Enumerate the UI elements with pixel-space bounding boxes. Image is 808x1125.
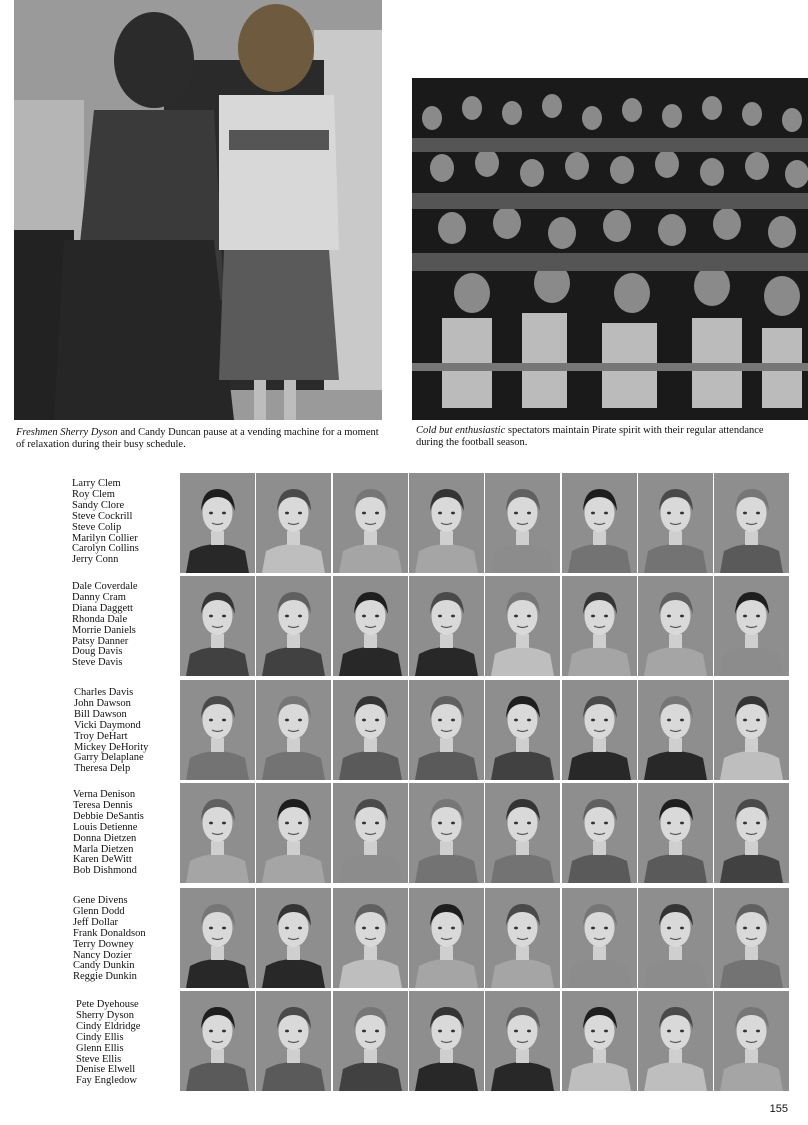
student-name: Fay Engledow xyxy=(76,1075,137,1087)
name-list-row-3 xyxy=(74,688,148,775)
student-name: Cindy Eldridge xyxy=(76,1020,141,1032)
student-name: Candy Dunkin xyxy=(73,960,135,972)
portrait-row xyxy=(180,680,786,780)
student-portrait xyxy=(638,680,713,780)
student-portrait xyxy=(333,888,408,988)
student-portrait xyxy=(562,680,637,780)
page-number: 155 xyxy=(769,1103,788,1115)
student-name: Diana Daggett xyxy=(72,602,133,614)
student-portrait xyxy=(409,888,484,988)
name-list-row-5 xyxy=(73,896,146,983)
student-name: Verna Denison xyxy=(73,789,136,800)
name-list-row-2 xyxy=(72,582,138,669)
student-portrait xyxy=(180,991,255,1091)
student-name: Terry Downey xyxy=(73,938,134,950)
student-portrait xyxy=(638,783,713,883)
football-crowd-photo xyxy=(412,78,808,420)
student-name: Glenn Dodd xyxy=(73,905,125,917)
portrait-row xyxy=(180,576,786,676)
vending-photo-caption xyxy=(16,427,384,451)
student-portrait xyxy=(638,576,713,676)
student-portrait xyxy=(714,783,789,883)
caption-body: spectators maintain Pirate spirit with their regular attendance during the football season. xyxy=(416,425,764,448)
student-name: Glenn Ellis xyxy=(76,1042,124,1054)
student-portrait xyxy=(180,888,255,988)
crowd-photo-caption xyxy=(416,425,788,449)
student-name: Steve Cockrill xyxy=(72,510,133,522)
student-portrait xyxy=(714,473,789,573)
student-name: Carolyn Collins xyxy=(72,543,139,555)
name-list-row-4 xyxy=(73,790,144,877)
caption-body: and Candy Duncan pause at a vending machine for a moment of relaxation during their busy schedule. xyxy=(16,427,379,450)
student-name: Marla Dietzen xyxy=(73,843,134,855)
vending-machine-photo xyxy=(14,0,382,420)
student-name: Roy Clem xyxy=(72,488,115,500)
student-portrait xyxy=(562,473,637,573)
student-portrait xyxy=(256,888,331,988)
student-name: John Dawson xyxy=(74,697,131,709)
student-name: Mickey DeHority xyxy=(74,741,149,753)
student-name: Larry Clem xyxy=(72,478,121,489)
student-portrait xyxy=(180,473,255,573)
student-name: Rhonda Dale xyxy=(72,613,128,625)
student-name: Morrie Daniels xyxy=(72,624,136,636)
student-portrait xyxy=(485,888,560,988)
student-portrait xyxy=(333,680,408,780)
student-portrait xyxy=(562,991,637,1091)
student-portrait xyxy=(714,888,789,988)
student-name: Sandy Clore xyxy=(72,499,125,511)
caption-lead-italic: Cold but enthusiastic xyxy=(416,425,506,436)
student-portrait xyxy=(333,783,408,883)
student-portrait xyxy=(333,576,408,676)
student-name: Jerry Conn xyxy=(72,554,119,566)
student-portrait xyxy=(638,888,713,988)
name-list-row-6 xyxy=(76,1000,140,1087)
student-portrait xyxy=(485,783,560,883)
student-name: Cindy Ellis xyxy=(76,1031,124,1043)
student-name: Doug Davis xyxy=(72,646,123,658)
portrait-row xyxy=(180,473,786,573)
student-name: Dale Coverdale xyxy=(72,581,138,592)
portrait-row xyxy=(180,783,786,883)
portrait-row xyxy=(180,888,786,988)
student-portrait xyxy=(562,576,637,676)
student-portrait xyxy=(256,473,331,573)
student-name: Denise Elwell xyxy=(76,1064,136,1076)
student-name: Patsy Danner xyxy=(72,635,129,647)
student-portrait xyxy=(256,783,331,883)
student-name: Vicki Daymond xyxy=(74,719,141,731)
student-portrait xyxy=(409,991,484,1091)
student-name: Donna Dietzen xyxy=(73,832,137,844)
student-name: Frank Donaldson xyxy=(73,927,146,939)
student-portrait xyxy=(256,576,331,676)
student-portrait xyxy=(562,783,637,883)
student-portrait xyxy=(180,783,255,883)
student-name: Jeff Dollar xyxy=(73,916,118,928)
student-portrait xyxy=(638,991,713,1091)
student-portrait xyxy=(256,991,331,1091)
student-name: Charles Davis xyxy=(74,687,134,698)
student-portrait xyxy=(409,680,484,780)
portrait-row xyxy=(180,991,786,1091)
student-name: Danny Cram xyxy=(72,591,126,603)
student-portrait xyxy=(485,991,560,1091)
student-name: Reggie Dunkin xyxy=(73,971,137,983)
student-name: Garry Delaplane xyxy=(74,752,144,764)
student-portrait xyxy=(714,576,789,676)
student-portrait xyxy=(256,680,331,780)
student-portrait xyxy=(409,473,484,573)
student-portrait xyxy=(180,576,255,676)
student-portrait xyxy=(409,783,484,883)
student-name: Steve Davis xyxy=(72,657,123,669)
student-portrait xyxy=(485,473,560,573)
student-portrait xyxy=(333,991,408,1091)
portrait-grid xyxy=(180,473,786,1095)
student-name: Marilyn Collier xyxy=(72,532,138,544)
caption-lead-italic: Freshmen Sherry Dyson xyxy=(16,427,118,438)
student-portrait xyxy=(409,576,484,676)
student-name: Gene Divens xyxy=(73,895,128,906)
student-portrait xyxy=(333,473,408,573)
student-name: Steve Colip xyxy=(72,521,122,533)
student-name: Steve Ellis xyxy=(76,1053,122,1065)
student-portrait xyxy=(714,680,789,780)
student-portrait xyxy=(485,576,560,676)
student-name: Karen DeWitt xyxy=(73,854,132,866)
student-portrait xyxy=(714,991,789,1091)
student-name: Troy DeHart xyxy=(74,730,128,742)
student-portrait xyxy=(638,473,713,573)
student-name: Teresa Dennis xyxy=(73,799,133,811)
student-name: Debbie DeSantis xyxy=(73,810,144,822)
student-name: Louis Detienne xyxy=(73,821,138,833)
student-portrait xyxy=(180,680,255,780)
student-name: Theresa Delp xyxy=(74,763,131,775)
student-portrait xyxy=(562,888,637,988)
student-name: Bob Dishmond xyxy=(73,865,137,877)
student-name: Nancy Dozier xyxy=(73,949,132,961)
student-name: Pete Dyehouse xyxy=(76,999,139,1010)
name-list-row-1 xyxy=(72,479,139,566)
student-portrait xyxy=(485,680,560,780)
student-name: Sherry Dyson xyxy=(76,1009,135,1021)
student-name: Bill Dawson xyxy=(74,708,127,720)
